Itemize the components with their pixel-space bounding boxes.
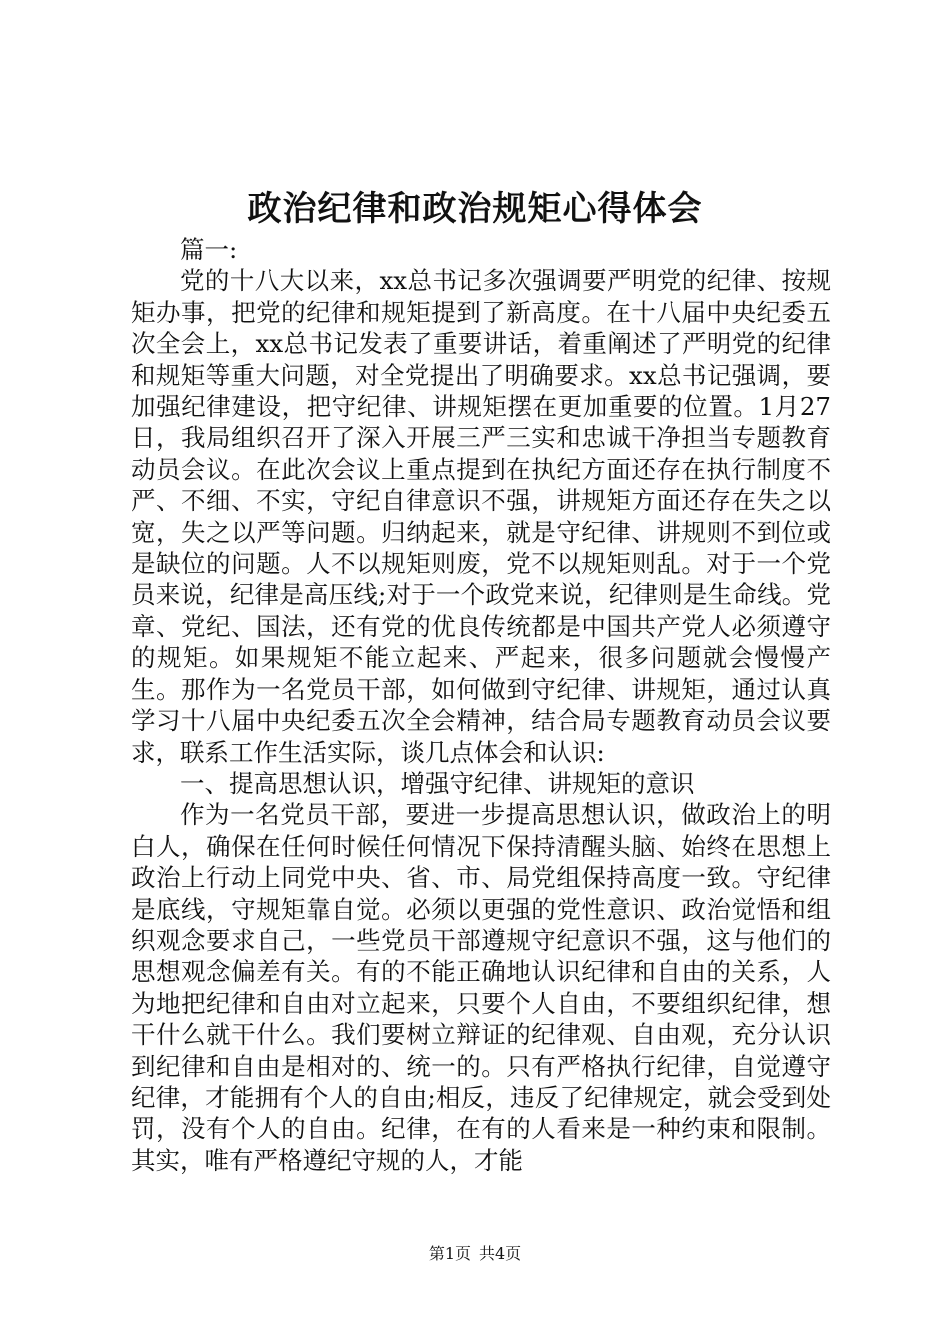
paragraph: 党的十八大以来，xx总书记多次强调要严明党的纪律、按规矩办事，把党的纪律和规矩提到了新高度。在十八届中央纪委五次全会上，xx总书记发表了重要讲话，着重阐述了严明党的纪律和规矩等重大问题，对全党提出了明确要求。xx总书记强调，要加强纪律建设，把守纪律、讲规矩摆在更加重要的位置。1月27日，我局组织召开了深入开展三严三实和忠诚干净担当专题教育动员会议。在此次会议上重点提到在执纪方面还存在执行制度不严、不细、不实，守纪自律意识不强，讲规矩方面还存在失之以宽，失之以严等问题。归纳起来，就是守纪律、讲规则不到位或是缺位的问题。人不以规矩则废，党不以规矩则乱。对于一个党员来说，纪律是高压线;对于一个政党来说，纪律则是生命线。党章、党纪、国法，还有党的优良传统都是中国共产党人必须遵守的规矩。如果规矩不能立起来、严起来，很多问题就会慢慢产生。那作为一名党员干部，如何做到守纪律、讲规矩，通过认真学习十八届中央纪委五次全会精神，结合局专题教育动员会议要求，联系工作生活实际，谈几点体会和认识:	[131, 266, 831, 767]
document-title: 政治纪律和政治规矩心得体会	[247, 189, 703, 229]
document-body	[131, 234, 831, 1176]
paragraph: 作为一名党员干部，要进一步提高思想认识，做政治上的明白人，确保在任何时候任何情况下保持清醒头脑、始终在思想上政治上行动上同党中央、省、市、局党组保持高度一致。守纪律是底线，守规矩靠自觉。必须以更强的党性意识、政治觉悟和组织观念要求自己，一些党员干部遵规守纪意识不强，这与他们的思想观念偏差有关。有的不能正确地认识纪律和自由的关系，人为地把纪律和自由对立起来，只要个人自由，不要组织纪律，想干什么就干什么。我们要树立辩证的纪律观、自由观，充分认识到纪律和自由是相对的、统一的。只有严格执行纪律，自觉遵守纪律，才能拥有个人的自由;相反，违反了纪律规定，就会受到处罚，没有个人的自由。纪律，在有的人看来是一种约束和限制。其实，唯有严格遵纪守规的人，才能	[131, 800, 831, 1175]
page-number: 第1页	[428, 1244, 471, 1263]
section-heading: 一、提高思想认识，增强守纪律、讲规矩的意识	[180, 768, 695, 798]
section-heading-part-one: 篇一:	[180, 235, 238, 264]
page-footer	[0, 1243, 950, 1265]
page-total: 共4页	[479, 1244, 522, 1263]
